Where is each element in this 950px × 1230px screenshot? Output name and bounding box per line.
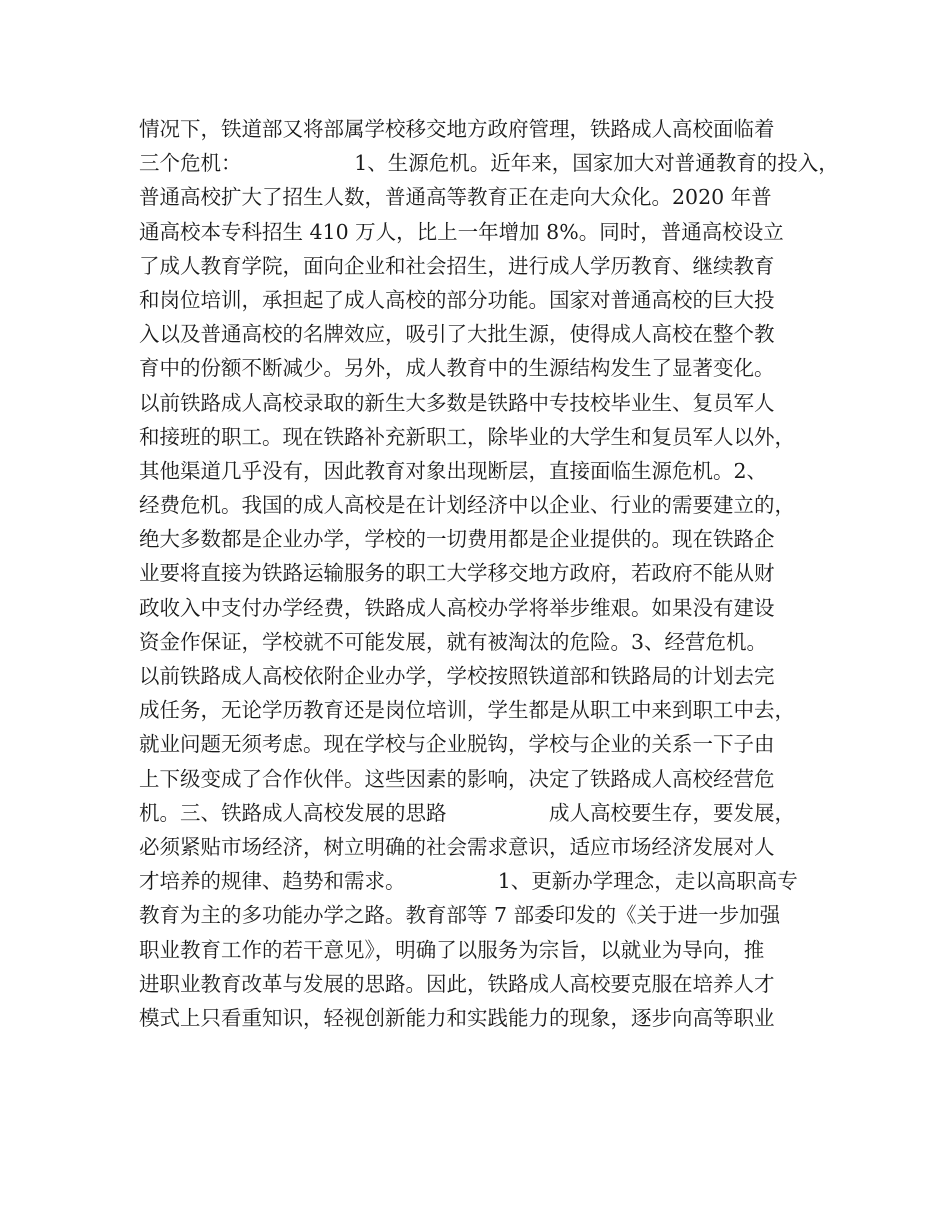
text-line: 模式上只看重知识，轻视创新能力和实践能力的现象，逐步向高等职业 xyxy=(139,1005,775,1030)
text-line: 以前铁路成人高校录取的新生大多数是铁路中专技校毕业生、复员军人 xyxy=(139,390,775,415)
text-line: 和接班的职工。现在铁路补充新职工，除毕业的大学生和复员军人以外， xyxy=(139,424,795,449)
text-line: 机。三、铁路成人高校发展的思路 成人高校要生存，要发展， xyxy=(139,800,795,825)
text-line: 普通高校扩大了招生人数，普通高等教育正在走向大众化。2020 年普 xyxy=(139,185,772,210)
text-line: 三个危机： 1、生源危机。近年来，国家加大对普通教育的投入， xyxy=(139,151,839,176)
text-line: 入以及普通高校的名牌效应，吸引了大批生源，使得成人高校在整个教 xyxy=(139,322,775,347)
text-line: 绝大多数都是企业办学，学校的一切费用都是企业提供的。现在铁路企 xyxy=(139,527,775,552)
text-line: 教育为主的多功能办学之路。教育部等 7 部委印发的《关于进一步加强 xyxy=(139,903,781,928)
text-line: 进职业教育改革与发展的思路。因此，铁路成人高校要克服在培养人才 xyxy=(139,971,775,996)
text-line: 必须紧贴市场经济，树立明确的社会需求意识，适应市场经济发展对人 xyxy=(139,834,775,859)
text-line: 上下级变成了合作伙伴。这些因素的影响，决定了铁路成人高校经营危 xyxy=(139,766,775,791)
text-line: 情况下，铁道部又将部属学校移交地方政府管理，铁路成人高校面临着 xyxy=(139,117,775,141)
text-line: 职业教育工作的若干意见》，明确了以服务为宗旨，以就业为导向，推 xyxy=(139,937,765,962)
text-line: 资金作保证，学校就不可能发展，就有被淘汰的危险。3、经营危机。 xyxy=(139,629,768,654)
text-line: 以前铁路成人高校依附企业办学，学校按照铁道部和铁路局的计划去完 xyxy=(139,664,775,688)
body-text xyxy=(139,112,839,1035)
text-line: 其他渠道几乎没有，因此教育对象出现断层，直接面临生源危机。2、 xyxy=(139,458,768,483)
text-line: 了成人教育学院，面向企业和社会招生，进行成人学历教育、继续教育 xyxy=(139,253,775,278)
text-line: 育中的份额不断减少。另外，成人教育中的生源结构发生了显著变化。 xyxy=(139,356,775,381)
text-line: 就业问题无须考虑。现在学校与企业脱钩，学校与企业的关系一下子由 xyxy=(139,732,775,757)
text-line: 通高校本专科招生 410 万人，比上一年增加 8%。同时，普通高校设立 xyxy=(139,219,784,244)
text-line: 才培养的规律、趋势和需求。 1、更新办学理念，走以高职高专 xyxy=(139,869,798,894)
text-line: 成任务，无论学历教育还是岗位培训，学生都是从职工中来到职工中去， xyxy=(139,698,795,723)
text-line: 业要将直接为铁路运输服务的职工大学移交地方政府，若政府不能从财 xyxy=(139,561,775,586)
text-line: 政收入中支付办学经费，铁路成人高校办学将举步维艰。如果没有建设 xyxy=(139,595,775,620)
text-line: 经费危机。我国的成人高校是在计划经济中以企业、行业的需要建立的， xyxy=(139,493,795,518)
text-line: 和岗位培训，承担起了成人高校的部分功能。国家对普通高校的巨大投 xyxy=(139,287,775,312)
